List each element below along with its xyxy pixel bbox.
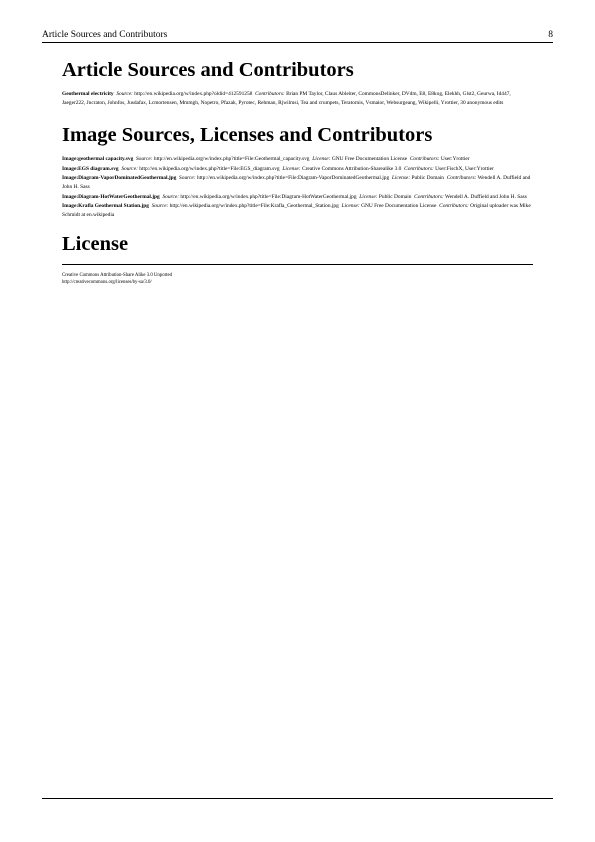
source-label: Source: [116, 91, 133, 97]
entry-name: Image:Diagram-HotWaterGeothermal.jpg [62, 193, 160, 200]
article-sources-heading: Article Sources and Contributors [62, 59, 354, 81]
license-section [62, 232, 533, 285]
contributors-label: Contributors: [409, 156, 440, 163]
source-label: Source: [179, 175, 196, 182]
license-label: License: [312, 156, 331, 163]
entry-contributors: Wendell A. Duffield and John H. Sass [445, 193, 527, 200]
image-entry [62, 174, 533, 191]
entry-source[interactable]: http://en.wikipedia.org/w/index.php?title=File:EGS_diagram.svg [139, 165, 280, 172]
entry-name: Geothermal electricity [62, 91, 114, 97]
contributors-label: Contributors: [446, 175, 477, 182]
entry-source[interactable]: http://en.wikipedia.org/w/index.php?title=File:Diagram-HotWaterGeothermal.jpg [180, 193, 357, 200]
image-entry [62, 155, 533, 164]
license-url[interactable]: http://creativecommons.org/licenses/by-sa/3.0/ [62, 279, 152, 285]
entry-contributors: Wendell A. Duffield and John H. Sass [62, 175, 531, 190]
contributors-label: Contributors: [414, 193, 444, 200]
page-content [62, 58, 533, 298]
contributors-label: Contributors: [439, 203, 469, 210]
contributors-label: Contributors: [404, 165, 434, 172]
entry-source[interactable]: http://en.wikipedia.org/w/index.php?title=File:Krafla_Geothermal_Station.jpg [169, 203, 339, 210]
entry-name: Image:EGS diagram.svg [62, 165, 119, 172]
running-header [42, 30, 553, 43]
entry-contributors: Brian PM Taylor, Claus Ableiter, CommonsDelinker, DVdm, E8, E8kog, Elekhh, Glst2, Geurwa, Id447, Jaeger222, Jncraton, Johnfos, Jusdafax, Lcmortensen, Mmmgh, Nopetro, Pfazak, Pyrotec, Rehman, Rjwilmsi, Tea and crumpets, Teratornis, Vsmaior, Websurgeang, Wikipelli, Yrottier, 30 anonymous edits [62, 91, 511, 106]
entry-license: Public Domain [411, 175, 444, 182]
image-sources-section [62, 123, 533, 219]
image-entry [62, 165, 533, 174]
entry-contributors: Original uploader was Mike Schmidt at en.wikipedia [62, 203, 531, 218]
entry-license: Creative Commons Attribution-Sharealike 3.0 [301, 165, 402, 172]
entry-source[interactable]: http://en.wikipedia.org/w/index.php?oldid=412591258 [134, 91, 253, 97]
contributors-label: Contributors: [255, 91, 285, 97]
license-divider [62, 264, 533, 265]
running-header-title: Article Sources and Contributors [42, 30, 168, 40]
entry-contributors: User:Yrottier [440, 156, 470, 163]
source-label: Source: [121, 165, 138, 172]
image-entry [62, 202, 533, 219]
license-heading: License [62, 233, 129, 256]
license-label: License: [391, 175, 411, 182]
image-sources-heading: Image Sources, Licenses and Contributors [62, 124, 433, 147]
entry-source[interactable]: http://en.wikipedia.org/w/index.php?title=File:Diagram-VaporDominatedGeothermal.jpg [196, 175, 390, 182]
entry-license: GNU Free Documentation License [331, 156, 408, 163]
entry-contributors: User:FischX, User:Yrottier [435, 165, 494, 172]
source-label: Source: [162, 193, 180, 200]
entry-name: Image:geothermal capacity.svg [62, 156, 134, 163]
entry-license: GNU Free Documentation License [361, 203, 437, 210]
page-number: 8 [548, 30, 553, 40]
article-sources-section [62, 58, 533, 107]
entry-license: Public Domain [378, 193, 412, 200]
entry-name: Image:Diagram-VaporDominatedGeothermal.jpg [62, 175, 177, 182]
license-label: License: [359, 193, 378, 200]
article-entry [62, 90, 533, 107]
source-label: Source: [135, 156, 153, 163]
license-name: Creative Commons Attribution-Share Alike 3.0 Unported [62, 273, 173, 279]
entry-name: Image:Krafla Geothermal Station.jpg [62, 203, 149, 210]
footer-divider [42, 798, 553, 799]
image-entry [62, 193, 533, 202]
source-label: Source: [151, 203, 169, 210]
entry-source[interactable]: http://en.wikipedia.org/w/index.php?title=File:Geothermal_capacity.svg [153, 156, 310, 163]
license-label: License: [341, 203, 360, 210]
license-label: License: [282, 165, 301, 172]
